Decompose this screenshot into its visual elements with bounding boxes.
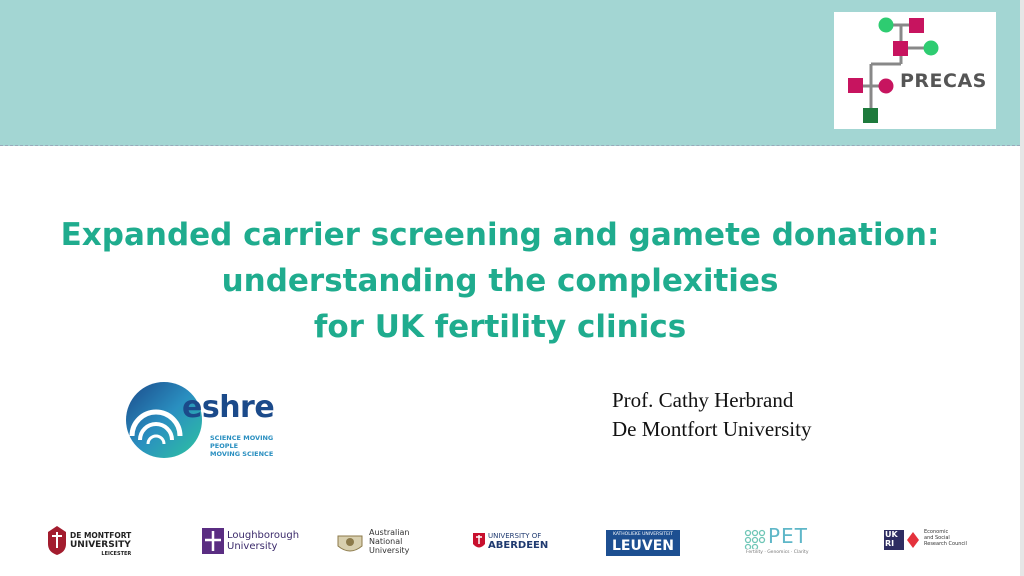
- precas-logo: [834, 12, 996, 129]
- title-line-2: understanding the complexities: [221, 263, 779, 299]
- ukri-block: UK RI: [884, 530, 904, 550]
- loughborough-logo: Loughborough University: [202, 522, 298, 558]
- author-affiliation: De Montfort University: [612, 417, 812, 441]
- dmu-logo: DE MONTFORT UNIVERSITY LEICESTER: [46, 522, 136, 558]
- dmu-crest-icon: [46, 524, 68, 556]
- loughborough-crest-icon: [202, 528, 224, 554]
- author-block: [612, 386, 811, 444]
- slide-edge: [1020, 0, 1024, 576]
- eshre-logo: [122, 378, 292, 464]
- ukri-esrc-logo: UK RI Economic and Social Research Council: [885, 529, 967, 548]
- partner-logos: [0, 522, 1024, 562]
- title-line-3: for UK fertility clinics: [313, 309, 687, 345]
- precas-wordmark: PRECAS: [900, 70, 987, 92]
- author-name: Prof. Cathy Herbrand: [612, 388, 794, 412]
- anu-crest-icon: [335, 528, 365, 556]
- esrc-diamond-icon: [905, 530, 921, 550]
- pet-logo: PET Fertility · Genomics · Clarity: [746, 524, 809, 555]
- anu-logo: Australian National University: [335, 522, 415, 558]
- eshre-wordmark: eshre: [182, 390, 275, 425]
- eshre-tagline: SCIENCE MOVING PEOPLE MOVING SCIENCE: [210, 434, 274, 458]
- slide-title: [0, 212, 1000, 350]
- title-line-1: Expanded carrier screening and gamete donation:: [60, 217, 940, 253]
- leuven-logo: KATHOLIEKE UNIVERSITEIT LEUVEN: [606, 530, 680, 556]
- aberdeen-crest-icon: [472, 532, 486, 552]
- pet-dots-icon: [744, 529, 766, 549]
- aberdeen-logo: UNIVERSITY OF ABERDEEN: [472, 522, 552, 558]
